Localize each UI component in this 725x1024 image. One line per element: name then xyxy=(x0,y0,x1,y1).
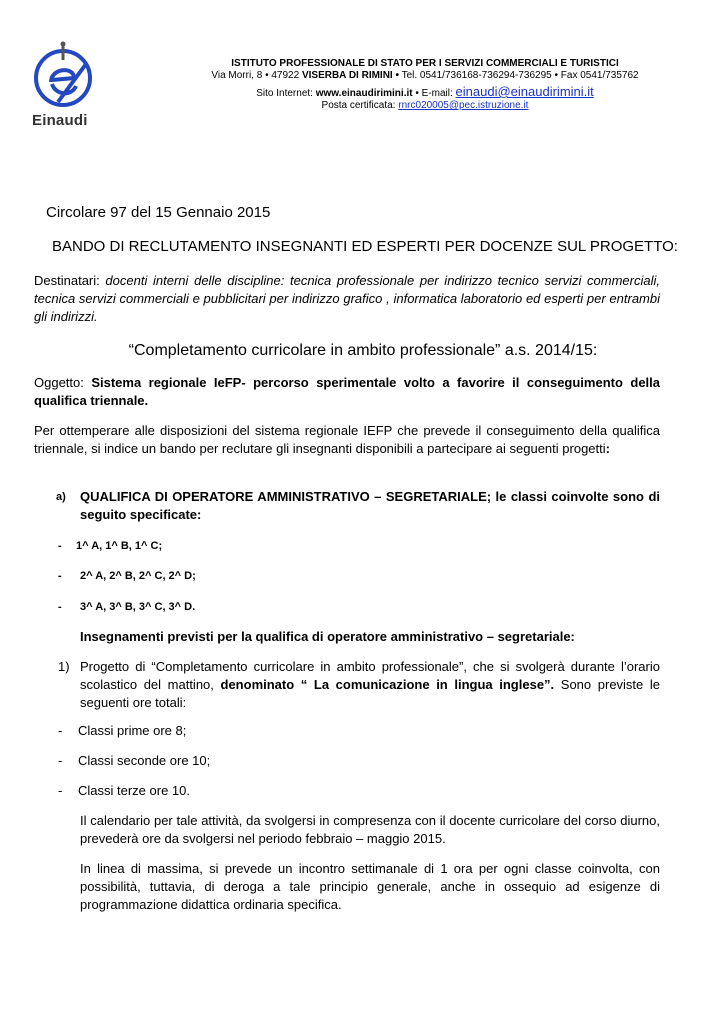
ore-item: Classi terze ore 10. xyxy=(78,783,190,798)
list-dash: - xyxy=(58,570,62,582)
address-line: Via Morri, 8 • 47922 VISERBA DI RIMINI • Tel. 0541/736168-736294-736295 • Fax 0541/735762 xyxy=(211,70,639,81)
qualifica-marker: a) xyxy=(56,491,66,503)
classi-item: 2^ A, 2^ B, 2^ C, 2^ D; xyxy=(80,570,196,582)
list-dash: - xyxy=(58,753,63,768)
email-link[interactable]: einaudi@einaudirimini.it xyxy=(455,84,594,99)
intro-paragraph: Per ottemperare alle disposizioni del sistema regionale IEFP che prevede il conseguimento della qualifica triennale, si indice un bando per reclutare gli insegnanti disponibili a partecipare ai seguenti progetti: xyxy=(34,423,660,456)
progetto-title: “Completamento curricolare in ambito professionale” a.s. 2014/15: xyxy=(128,342,598,359)
pec-line: Posta certificata: rnrc020005@pec.istruzione.it xyxy=(321,100,529,111)
classi-item: 1^ A, 1^ B, 1^ C; xyxy=(76,540,163,552)
ore-item: Classi prime ore 8; xyxy=(78,723,187,738)
institute-name: ISTITUTO PROFESSIONALE DI STATO PER I SERVIZI COMMERCIALI E TURISTICI xyxy=(231,58,619,69)
list-dash: - xyxy=(58,783,63,798)
qualifica-heading: QUALIFICA DI OPERATORE AMMINISTRATIVO – SEGRETARIALE; le classi coinvolte sono di seguito specificate: xyxy=(80,489,660,522)
website-link[interactable]: www.einaudirimini.it xyxy=(315,88,413,99)
circolare-title: Circolare 97 del 15 Gennaio 2015 xyxy=(46,204,271,221)
list-dash: - xyxy=(58,601,62,613)
progetto-marker: 1) xyxy=(58,659,70,674)
ore-item: Classi seconde ore 10; xyxy=(78,753,211,768)
oggetto-paragraph: Oggetto: Sistema regionale IeFP- percorso sperimentale volto a favorire il conseguimento della qualifica triennale. xyxy=(34,375,660,408)
calendario-paragraph: Il calendario per tale attività, da svolgersi in compresenza con il docente curricolare del corso diurno, prevederà ore da svolgersi nel periodo febbraio – maggio 2015. xyxy=(80,813,660,846)
contacts-line: Sito Internet: www.einaudirimini.it • E-mail: einaudi@einaudirimini.it xyxy=(256,84,594,99)
classi-item: 3^ A, 3^ B, 3^ C, 3^ D. xyxy=(80,601,196,613)
bando-title: BANDO DI RECLUTAMENTO INSEGNANTI ED ESPERTI PER DOCENZE SUL PROGETTO: xyxy=(52,238,678,255)
list-dash: - xyxy=(58,540,62,552)
list-dash: - xyxy=(58,723,63,738)
insegnamenti-heading: Insegnamenti previsti per la qualifica di operatore amministrativo – segretariale: xyxy=(80,629,575,644)
progetto-paragraph: Progetto di “Completamento curricolare in ambito professionale”, che si svolgerà durante l’orario scolastico del mattino, denominato “ La comunicazione in lingua inglese”. Sono previste le seguenti ore totali: xyxy=(80,659,661,710)
logo-text: Einaudi xyxy=(32,112,88,129)
pec-link[interactable]: rnrc020005@pec.istruzione.it xyxy=(398,100,529,111)
linea-paragraph: In linea di massima, si prevede un incontro settimanale di 1 ora per ogni classe coinvolta, con possibilità, tuttavia, di deroga a tale principio generale, anche in ossequio ad esigenze di programmazione didattica ordinaria specifica. xyxy=(80,861,660,912)
destinatari-paragraph: Destinatari: docenti interni delle discipline: tecnica professionale per indirizzo tecnico servizi commerciali, tecnica servizi commerciali e pubblicitari per indirizzo grafico , informatica laboratorio ed esperti per entrambi gli indirizzi. xyxy=(34,273,660,324)
